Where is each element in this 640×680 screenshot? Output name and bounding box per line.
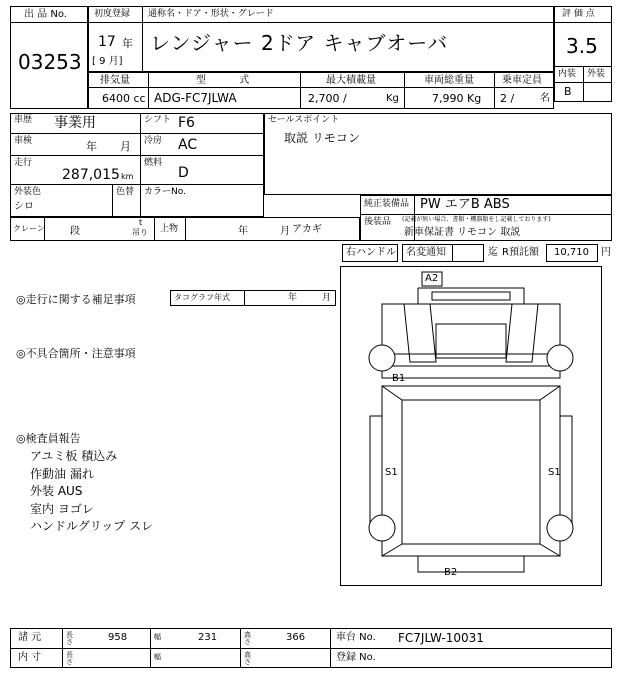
color-code-label: カラーNo. bbox=[144, 187, 186, 197]
divider bbox=[112, 184, 113, 217]
interior-label: 内装 bbox=[558, 69, 577, 79]
cargo-inner bbox=[402, 400, 540, 544]
reg-label: 登録 No. bbox=[336, 652, 376, 663]
capacity-unit: 名 bbox=[540, 93, 550, 104]
mileage: 287,015 bbox=[62, 167, 120, 183]
divider bbox=[88, 87, 554, 88]
cab-body bbox=[436, 324, 506, 358]
truck-diagram bbox=[340, 266, 602, 586]
cargo-corners bbox=[382, 386, 560, 556]
reg-year-unit: 年 bbox=[122, 37, 133, 50]
lot-number: 03253 bbox=[18, 50, 82, 74]
fuel-label: 燃料 bbox=[144, 158, 163, 168]
inner-width-label: 幅 bbox=[154, 653, 161, 661]
width-label: 幅 bbox=[154, 633, 161, 641]
crane-ton-top: t bbox=[139, 218, 143, 227]
upper-year: 年 bbox=[238, 226, 248, 237]
divider bbox=[62, 628, 63, 668]
gross-weight-label: 車両総重量 bbox=[424, 75, 474, 86]
model-code: ADG-FC7JLWA bbox=[154, 91, 237, 105]
capacity: 2 / bbox=[500, 92, 515, 105]
interior-grade: B bbox=[564, 85, 572, 98]
mark-a2: A2 bbox=[425, 273, 439, 284]
steering: 右ハンドル bbox=[346, 247, 396, 258]
mileage-unit: km bbox=[121, 172, 134, 181]
gross-weight: 7,990 Kg bbox=[432, 92, 482, 105]
divider bbox=[10, 184, 264, 185]
cargo-bed bbox=[382, 386, 560, 556]
divider bbox=[154, 217, 155, 241]
height-label: 高さ bbox=[244, 631, 251, 646]
dims-label: 諸 元 bbox=[18, 632, 42, 643]
wheel-rear-left bbox=[369, 515, 395, 541]
max-load-label: 最大積載量 bbox=[326, 75, 376, 86]
divider bbox=[10, 648, 612, 649]
history-label: 車歴 bbox=[14, 115, 33, 125]
divider bbox=[300, 72, 301, 109]
color-no-label: 色替 bbox=[116, 187, 135, 197]
shift: F6 bbox=[178, 115, 195, 131]
reg-year: 17 bbox=[98, 34, 116, 50]
inspection-label: 車検 bbox=[14, 136, 33, 146]
divider bbox=[494, 72, 495, 109]
inspector-line: 作動油 漏れ bbox=[30, 466, 94, 481]
truck-outline bbox=[370, 288, 572, 572]
inner-height-label: 高さ bbox=[244, 651, 251, 666]
cab-front bbox=[404, 304, 538, 362]
length-label: 長さ bbox=[66, 631, 73, 646]
wheel-front-right bbox=[547, 345, 573, 371]
max-load: 2,700 / bbox=[308, 92, 347, 105]
fuel: D bbox=[178, 165, 189, 181]
divider bbox=[88, 22, 554, 23]
crane-label: クレーン bbox=[13, 224, 45, 233]
divider bbox=[240, 628, 241, 668]
aftermarket-label: 後装品 bbox=[364, 217, 392, 227]
divider bbox=[583, 66, 584, 102]
wheel-rear-right bbox=[547, 515, 573, 541]
exterior-label: 外装 bbox=[587, 69, 606, 79]
model-label: 通称名・ドア・形状・グレード bbox=[148, 9, 274, 19]
divider bbox=[360, 214, 612, 215]
sales-points: 取説 リモコン bbox=[284, 131, 360, 145]
crane-stage: 段 bbox=[70, 226, 80, 237]
wheel-front-left bbox=[369, 345, 395, 371]
width: 231 bbox=[198, 632, 218, 643]
divider bbox=[10, 22, 88, 23]
score-value: 3.5 bbox=[566, 34, 598, 58]
inspection-month: 月 bbox=[120, 140, 131, 153]
divider bbox=[140, 184, 141, 217]
inspector-line: 外装 AUS bbox=[30, 484, 83, 498]
max-load-unit: Kg bbox=[386, 93, 399, 104]
upper-month: 月 bbox=[280, 226, 290, 237]
ext-color-label: 外装色 bbox=[14, 187, 42, 197]
tacho-month: 月 bbox=[322, 293, 332, 303]
divider bbox=[244, 290, 245, 306]
divider bbox=[148, 72, 149, 109]
crane-ton-bottom: 吊り bbox=[132, 228, 148, 237]
genuine: PW エアB ABS bbox=[420, 197, 510, 212]
sales-box bbox=[264, 113, 612, 195]
mark-s1-left: S1 bbox=[385, 467, 398, 478]
genuine-label: 純正装備品 bbox=[364, 199, 410, 209]
cab-windshield bbox=[418, 288, 524, 304]
inspector-label: ◎検査員報告 bbox=[16, 432, 81, 445]
mileage-label: 走行 bbox=[14, 158, 33, 168]
inspector-lines bbox=[30, 448, 153, 536]
driving-label: ◎走行に関する補足事項 bbox=[16, 293, 136, 306]
upper-maker: アカギ bbox=[292, 224, 322, 235]
chassis: FC7JLW-10031 bbox=[398, 631, 484, 645]
model-name: レンジャー 2ドア キャブオーバ bbox=[150, 31, 449, 55]
mark-b2: B2 bbox=[444, 567, 458, 578]
upper-label: 上物 bbox=[160, 224, 179, 234]
name-change-label: 名変通知 bbox=[406, 247, 446, 258]
tacho-label: タコグラフ年式 bbox=[174, 293, 230, 302]
cab-bumper bbox=[382, 366, 560, 378]
score-label: 評 価 点 bbox=[562, 9, 595, 19]
divider bbox=[554, 22, 612, 23]
inner-length-label: 長さ bbox=[66, 651, 73, 666]
capacity-label: 乗車定員 bbox=[502, 75, 542, 86]
displacement-label: 排気量 bbox=[100, 75, 130, 86]
history: 事業用 bbox=[54, 115, 96, 131]
inspector-line: ハンドルグリップ スレ bbox=[30, 519, 154, 533]
cargo-tail bbox=[418, 556, 524, 572]
ac: AC bbox=[178, 137, 198, 153]
mark-s1-right: S1 bbox=[548, 467, 561, 478]
recycle-label: R預託額 bbox=[502, 247, 539, 258]
divider bbox=[330, 628, 331, 668]
sales-point-label: セールスポイント bbox=[268, 115, 340, 125]
height: 366 bbox=[286, 632, 306, 643]
recycle-unit: 円 bbox=[601, 247, 611, 258]
inspection-year: 年 bbox=[86, 140, 97, 153]
divider bbox=[10, 133, 264, 134]
reg-month: [ 9 月] bbox=[92, 56, 123, 67]
inner-label: 内 寸 bbox=[18, 652, 42, 663]
cargo-side-left bbox=[370, 416, 382, 526]
length: 958 bbox=[108, 632, 128, 643]
divider bbox=[140, 113, 141, 184]
details-box bbox=[10, 113, 264, 217]
tacho-year: 年 bbox=[288, 293, 298, 303]
cargo-side-right bbox=[560, 416, 572, 526]
divider bbox=[150, 628, 151, 668]
shift-label: シフト bbox=[144, 115, 172, 125]
divider bbox=[142, 6, 143, 72]
model-code-label: 型 式 bbox=[196, 75, 250, 86]
mark-b1: B1 bbox=[392, 373, 406, 384]
first-reg-label: 初度登録 bbox=[94, 9, 131, 19]
ac-label: 冷房 bbox=[144, 136, 163, 146]
recycle-value: 10,710 bbox=[554, 247, 589, 258]
lot-label: 出 品 No. bbox=[24, 9, 67, 20]
chassis-label: 車台 No. bbox=[336, 632, 376, 643]
ext-color: シロ bbox=[14, 201, 34, 212]
divider bbox=[10, 155, 264, 156]
inspector-line: アユミ板 積込み bbox=[30, 449, 118, 463]
tax-label: 迄 bbox=[488, 247, 498, 258]
divider bbox=[185, 217, 186, 241]
divider bbox=[452, 244, 453, 262]
defects-label: ◎不具合箇所・注意事項 bbox=[16, 347, 136, 360]
cab-roof bbox=[432, 292, 510, 300]
warranty: 新車保証書 リモコン 取説 bbox=[404, 227, 521, 238]
divider bbox=[404, 72, 405, 109]
aftermarket-note: (記載が無い場合、書類・機器類をし記載しております) bbox=[402, 216, 551, 223]
inspector-line: 室内 ヨゴレ bbox=[30, 501, 94, 516]
displacement: 6400 cc bbox=[102, 92, 146, 105]
